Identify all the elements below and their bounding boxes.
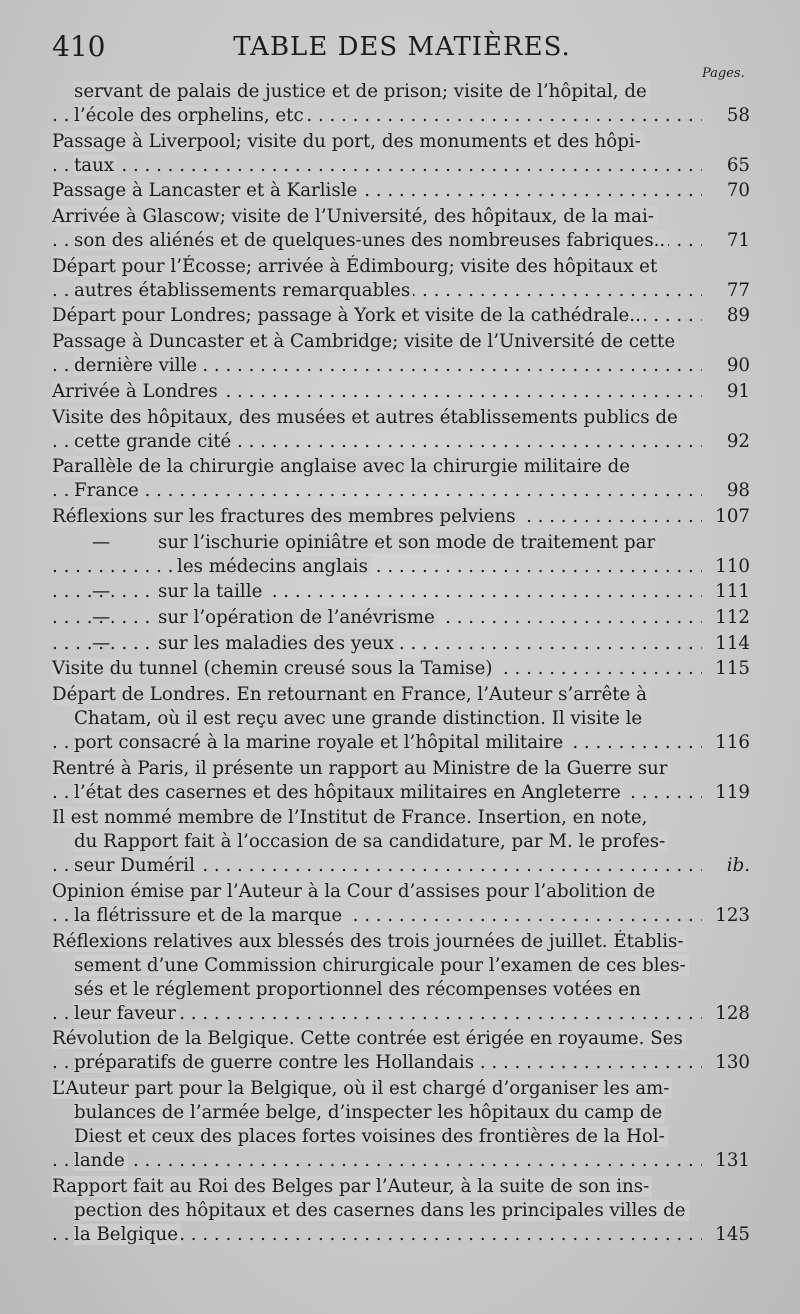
toc-entry-text: la flétrissure et de la marque <box>74 905 345 926</box>
toc-page-number: 128 <box>715 1002 750 1024</box>
toc-entry-text: Il est nommé membre de l’Institut de France. Insertion, en note, <box>52 807 650 828</box>
toc-entry <box>52 683 750 755</box>
toc-entry-text: lande <box>74 1150 128 1171</box>
toc-page-number: 110 <box>715 555 750 577</box>
ditto-dash: — <box>92 632 111 654</box>
toc-entry <box>52 580 750 604</box>
toc-entry-text: du Rapport fait à l’occasion de sa candidature, par M. le profes- <box>74 831 668 852</box>
toc-entry-text: France <box>74 480 142 501</box>
toc-entry-text: pection des hôpitaux et des casernes dans les principales villes de <box>74 1200 689 1221</box>
ditto-dash: — <box>92 581 111 603</box>
toc-entry-text: Passage à Duncaster et à Cambridge; visite de l’Université de cette <box>52 331 678 352</box>
toc-page-number: 130 <box>715 1052 750 1074</box>
toc-page-number: 111 <box>715 581 750 603</box>
toc-entry <box>52 380 750 404</box>
toc-entry-text: Réflexions relatives aux blessés des trois journées de juillet. Établis- <box>52 931 687 952</box>
toc-entry <box>52 80 750 128</box>
toc-page-number: 90 <box>726 355 750 377</box>
toc-entry-text: Rapport fait au Roi des Belges par l’Auteur, à la suite de son ins- <box>52 1176 652 1197</box>
toc-entry-text: taux <box>74 155 117 176</box>
toc-entry-text: sur la taille <box>158 581 265 602</box>
toc-entry-text: sur l’ischurie opiniâtre et son mode de traitement par <box>158 532 658 553</box>
toc-entry-text: son des aliénés et de quelques-unes des nombreuses fabriques.. <box>74 230 668 251</box>
toc-entry-text: Départ pour Londres; passage à York et visite de la cathédrale.. <box>52 305 644 326</box>
toc-entry-text: Rentré à Paris, il présente un rapport au Ministre de la Guerre sur <box>52 758 670 779</box>
toc-entry-text: Parallèle de la chirurgie anglaise avec la chirurgie militaire de <box>52 456 633 477</box>
toc-entry <box>52 606 750 630</box>
toc-entry <box>52 880 750 928</box>
toc-entry <box>52 304 750 328</box>
toc-entry <box>52 1027 750 1075</box>
toc-entry <box>52 531 750 579</box>
toc-entry-text: Visite du tunnel (chemin creusé sous la Tamise) <box>52 658 496 679</box>
toc-entry-text: Arrivée à Londres <box>52 381 221 402</box>
ditto-dash: — <box>92 531 111 553</box>
toc-page-number: 98 <box>726 480 750 502</box>
toc-entry <box>52 1175 750 1247</box>
toc-entry-text: L’Auteur part pour la Belgique, où il est chargé d’organiser les am- <box>52 1078 672 1099</box>
toc-entry-text: Réflexions sur les fractures des membres pelviens <box>52 506 519 527</box>
toc-entry <box>52 757 750 805</box>
toc-entry-text: Départ de Londres. En retournant en France, l’Auteur s’arrête à <box>52 684 650 705</box>
toc-page-number: 131 <box>715 1150 750 1172</box>
toc-entry-text: sur l’opération de l’anévrisme <box>158 607 438 628</box>
toc-entry-text: Révolution de la Belgique. Cette contrée est érigée en royaume. Ses <box>52 1028 686 1049</box>
toc-entry <box>52 632 750 656</box>
toc-entry <box>52 1077 750 1173</box>
toc-page-number: 123 <box>715 905 750 927</box>
toc-entry-text: sement d’une Commission chirurgicale pour l’examen de ces bles- <box>74 955 689 976</box>
toc-page-number: 58 <box>726 105 750 126</box>
toc-entry-text: Visite des hôpitaux, des musées et autres établissements publics de <box>52 407 681 428</box>
toc-entry-text: les médecins anglais <box>177 556 371 577</box>
toc-entry <box>52 806 750 878</box>
toc-page-number: 92 <box>726 430 750 452</box>
toc-entry <box>52 255 750 303</box>
ditto-dash: — <box>92 606 111 628</box>
toc-page-number: 145 <box>715 1223 750 1245</box>
toc-entry-text: Chatam, où il est reçu avec une grande distinction. Il visite le <box>74 708 645 729</box>
toc-page-number: 77 <box>726 279 750 301</box>
toc-entry-text: Passage à Lancaster et à Karlisle <box>52 180 360 201</box>
toc-page-number: 89 <box>726 305 750 327</box>
toc-entry-text: sés et le réglement proportionnel des récompenses votées en <box>74 979 644 1000</box>
toc-entry <box>52 179 750 203</box>
toc-entry <box>52 330 750 378</box>
toc-page-number: 114 <box>715 632 750 654</box>
pages-column-label: Pages. <box>702 66 745 81</box>
toc-entry-text: la Belgique <box>74 1224 181 1245</box>
toc-entry <box>52 406 750 454</box>
toc-entry-text: Départ pour l’Écosse; arrivée à Édimbourg; visite des hôpitaux et <box>52 256 660 277</box>
toc-page-number: 116 <box>715 732 750 753</box>
toc-entry-text: servant de palais de justice et de prison; visite de l’hôpital, de <box>74 81 650 102</box>
table-of-contents <box>52 80 750 1249</box>
toc-entry <box>52 930 750 1026</box>
toc-page-number: 112 <box>715 606 750 628</box>
toc-entry-text: bulances de l’armée belge, d’inspecter les hôpitaux du camp de <box>74 1102 665 1123</box>
toc-page-number: 70 <box>726 180 750 202</box>
toc-entry-text: sur les maladies des yeux <box>158 633 397 654</box>
running-title: TABLE DES MATIÈRES. <box>233 32 571 62</box>
toc-entry-text: port consacré à la marine royale et l’hôpital militaire <box>74 732 566 753</box>
toc-entry <box>52 505 750 529</box>
toc-entry <box>52 657 750 681</box>
toc-page-number: 91 <box>726 380 750 402</box>
toc-entry-text: Arrivée à Glascow; visite de l’Université, des hôpitaux, de la mai- <box>52 206 657 227</box>
toc-page-number: 65 <box>726 154 750 176</box>
toc-entry-text: seur Duméril <box>74 855 198 876</box>
toc-entry-text: Diest et ceux des places fortes voisines des frontières de la Hol- <box>74 1126 668 1147</box>
toc-entry <box>52 205 750 253</box>
toc-entry-text: préparatifs de guerre contre les Hollandais <box>74 1052 477 1073</box>
toc-page-number: 119 <box>715 781 750 803</box>
toc-entry-text: Opinion émise par l’Auteur à la Cour d’assises pour l’abolition de <box>52 881 658 902</box>
toc-entry-text: cette grande cité <box>74 431 234 452</box>
toc-entry-text: l’école des orphelins, etc <box>74 105 307 126</box>
page-number: 410 <box>52 30 106 63</box>
toc-page-number: 71 <box>726 230 750 252</box>
toc-page-number: 115 <box>715 658 750 680</box>
toc-page-number: ib. <box>726 855 750 877</box>
toc-entry <box>52 455 750 503</box>
page-header <box>52 30 752 70</box>
toc-entry-text: leur faveur <box>74 1003 179 1024</box>
toc-entry-text: autres établissements remarquables <box>74 280 413 301</box>
toc-entry-text: Passage à Liverpool; visite du port, des monuments et des hôpi- <box>52 131 644 152</box>
toc-entry-text: dernière ville <box>74 355 200 376</box>
toc-entry-text: l’état des casernes et des hôpitaux militaires en Angleterre <box>74 782 624 803</box>
toc-page-number: 107 <box>715 505 750 527</box>
toc-entry <box>52 130 750 178</box>
